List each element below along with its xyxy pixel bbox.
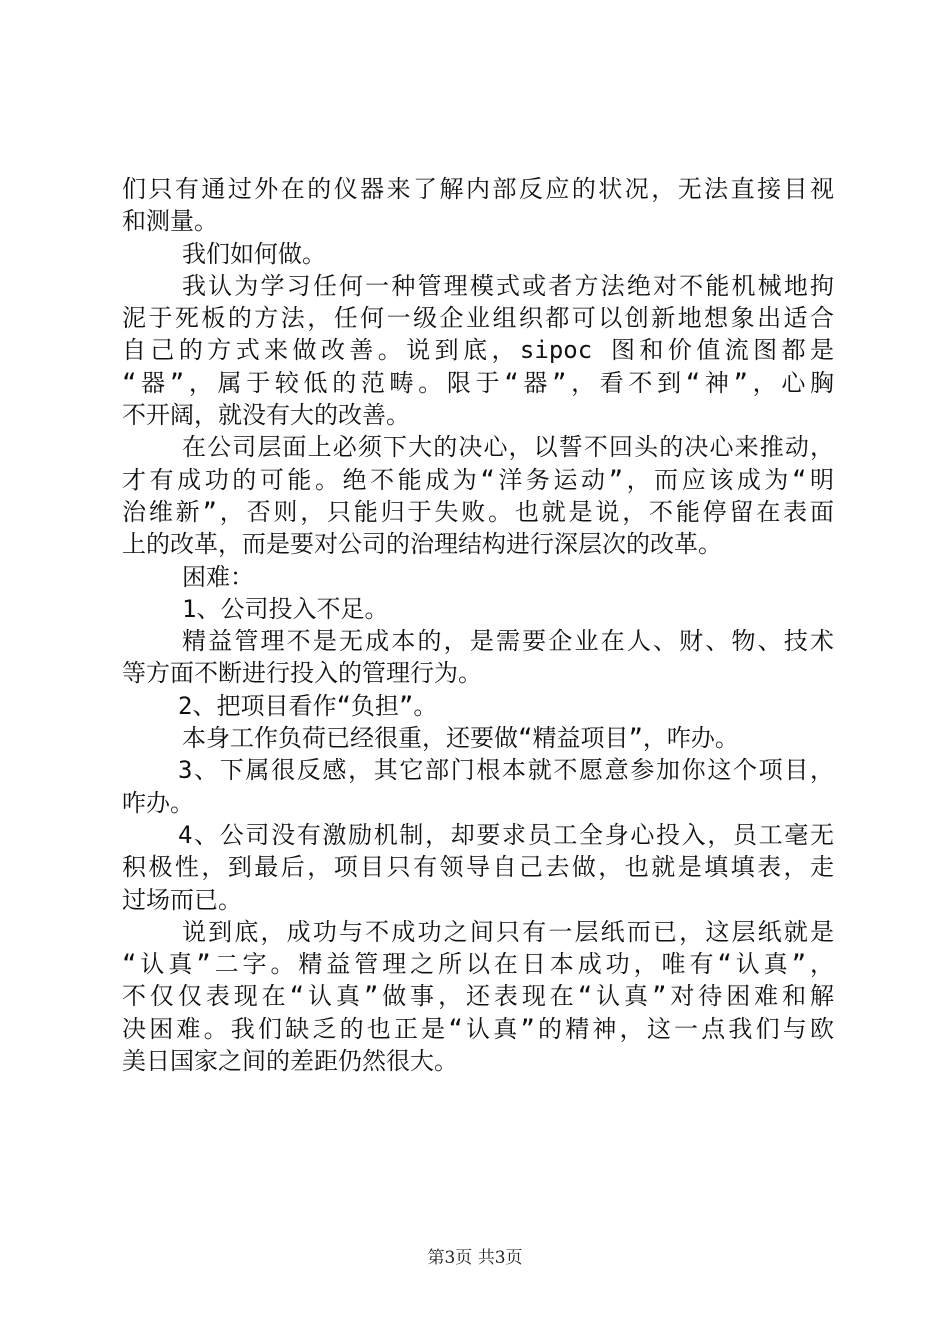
document-body [122, 173, 834, 1077]
text-line: 3、下属很反感，其它部门根本就不愿意参加你这个项目， [178, 756, 834, 785]
text-line: 等方面不断进行投入的管理行为。 [122, 659, 482, 688]
text-line: 自己的方式来做改善。说到底，sipoc 图和价值流图都是 [122, 336, 834, 365]
text-line: 在公司层面上必须下大的决心，以誓不回头的决心来推动， [182, 433, 834, 462]
text-line: 美日国家之间的差距仍然很大。 [122, 1047, 458, 1076]
text-line: 本身工作负荷已经很重，还要做“精益项目”，咋办。 [182, 724, 739, 753]
page-footer [0, 1243, 950, 1268]
text-line: 2、把项目看作“负担”。 [178, 691, 438, 720]
text-line: 困难： [182, 562, 254, 591]
text-line: 才有成功的可能。绝不能成为“洋务运动”，而应该成为“明 [122, 465, 834, 494]
text-line: 和测量。 [122, 207, 218, 236]
text-line: 治维新”，否则，只能归于失败。也就是说，不能停留在表面 [122, 497, 834, 526]
text-line: 积极性，到最后，项目只有领导自己去做，也就是填填表，走 [122, 853, 834, 882]
text-line: 不仅仅表现在“认真”做事，还表现在“认真”对待困难和解 [122, 982, 834, 1011]
text-line: 1、公司投入不足。 [182, 594, 389, 623]
text-line: 决困难。我们缺乏的也正是“认真”的精神，这一点我们与欧 [122, 1014, 834, 1043]
text-line: “器”，属于较低的范畴。限于“器”，看不到“神”，心胸 [122, 368, 834, 397]
text-line: “认真”二字。精益管理之所以在日本成功，唯有“认真”， [122, 950, 834, 979]
text-line: 我认为学习任何一种管理模式或者方法绝对不能机械地拘 [182, 271, 834, 300]
text-line: 过场而已。 [122, 885, 242, 914]
text-line: 们只有通过外在的仪器来了解内部反应的状况，无法直接目视 [122, 175, 834, 203]
text-line: 咋办。 [122, 788, 194, 817]
text-line: 我们如何做。 [182, 239, 326, 268]
page-number-label: 第3页 共3页 [427, 1248, 523, 1268]
text-line: 不开阔，就没有大的改善。 [122, 401, 410, 430]
text-line: 泥于死板的方法，任何一级企业组织都可以创新地想象出适合 [122, 304, 834, 333]
text-line: 4、公司没有激励机制，却要求员工全身心投入，员工毫无 [178, 820, 834, 849]
text-line: 精益管理不是无成本的，是需要企业在人、财、物、技术 [182, 627, 834, 656]
text-line: 上的改革，而是要对公司的治理结构进行深层次的改革。 [122, 530, 722, 559]
text-line: 说到底，成功与不成功之间只有一层纸而已，这层纸就是 [182, 917, 834, 946]
